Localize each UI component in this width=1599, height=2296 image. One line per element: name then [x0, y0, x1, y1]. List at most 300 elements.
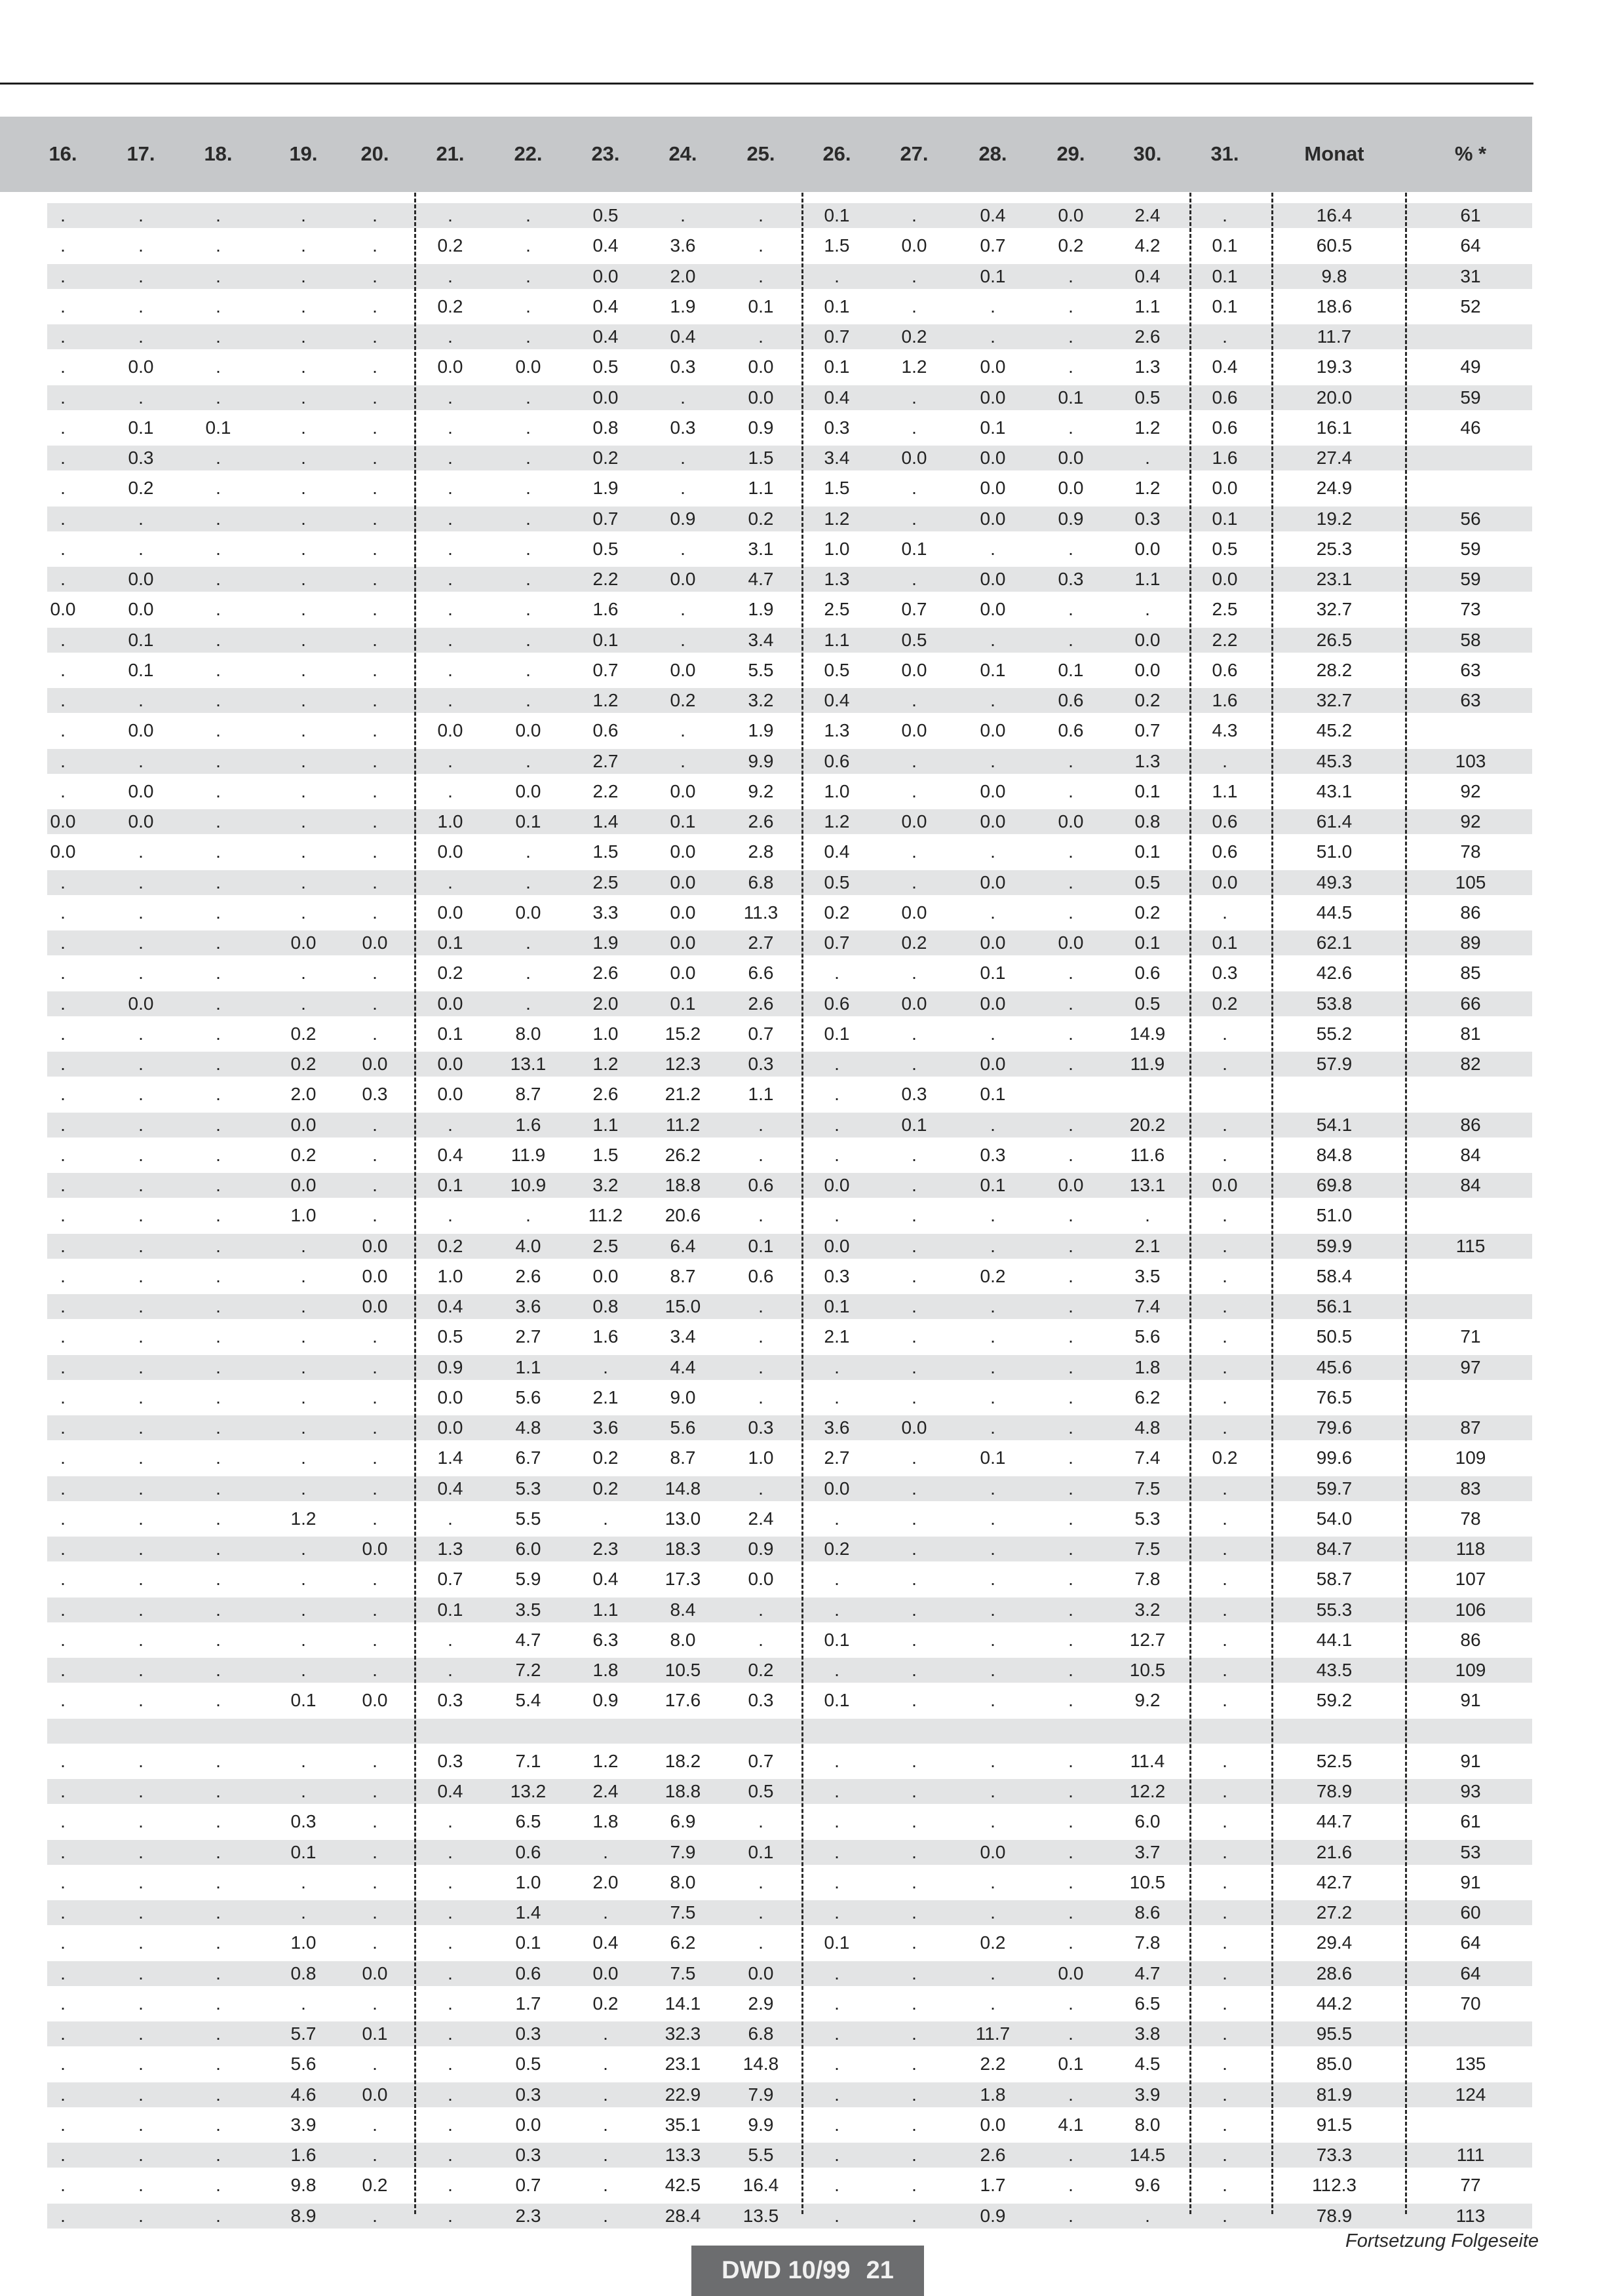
table-cell: 8.7: [515, 1084, 541, 1105]
table-cell: 8.0: [1134, 2114, 1161, 2135]
table-cell: .: [216, 1539, 221, 1559]
table-cell: 0.3: [437, 1750, 463, 1771]
table-cell: 0.4: [670, 326, 696, 347]
table-cell: 5.6: [1134, 1326, 1161, 1347]
table-cell: 18.8: [665, 1175, 701, 1195]
table-cell: .: [216, 1902, 221, 1923]
table-cell: 115: [1455, 1235, 1486, 1256]
table-cell: .: [372, 1508, 377, 1529]
table-cell: .: [372, 1932, 377, 1953]
table-cell: 0.5: [1212, 538, 1238, 559]
table-cell: 52: [1460, 296, 1481, 316]
table-cell: 45.6: [1316, 1356, 1353, 1377]
table-cell: .: [912, 387, 917, 408]
table-cell: 64: [1460, 1932, 1481, 1953]
table-cell: 28.2: [1316, 659, 1353, 680]
table-cell: .: [448, 629, 453, 650]
table-cell: .: [372, 1175, 377, 1195]
table-cell: .: [834, 2054, 839, 2075]
table-cell: 0.6: [1212, 811, 1238, 832]
row-stripe: [47, 1476, 1532, 1501]
table-cell: .: [301, 1539, 306, 1559]
table-cell: .: [60, 1569, 66, 1590]
table-cell: 5.6: [290, 2054, 317, 2075]
column-separator: [1189, 193, 1191, 2214]
table-cell: .: [912, 1356, 917, 1377]
table-cell: .: [372, 1447, 377, 1468]
table-cell: 0.1: [290, 1690, 317, 1711]
table-cell: .: [834, 1660, 839, 1680]
table-cell: 1.0: [748, 1447, 774, 1468]
table-cell: .: [1068, 1993, 1073, 2014]
table-cell: 0.1: [670, 993, 696, 1014]
table-cell: .: [448, 2054, 453, 2075]
table-cell: 0.3: [670, 417, 696, 438]
table-cell: .: [216, 629, 221, 650]
table-cell: 0.2: [592, 1447, 619, 1468]
table-cell: 1.6: [290, 2145, 317, 2165]
table-cell: .: [60, 2205, 66, 2226]
table-cell: 0.9: [748, 1539, 774, 1559]
table-cell: .: [138, 2145, 144, 2165]
table-cell: .: [301, 871, 306, 892]
table-cell: .: [1068, 963, 1073, 984]
table-cell: 113: [1455, 2205, 1486, 2226]
table-cell: .: [60, 993, 66, 1014]
table-cell: 0.1: [980, 265, 1006, 286]
table-cell: 0.0: [1058, 1175, 1084, 1195]
table-cell: .: [912, 2054, 917, 2075]
table-cell: .: [216, 1569, 221, 1590]
table-cell: .: [216, 659, 221, 680]
table-cell: 0.3: [748, 1690, 774, 1711]
table-cell: .: [60, 1962, 66, 1983]
table-cell: 1.4: [437, 1447, 463, 1468]
table-cell: .: [526, 993, 531, 1014]
table-cell: .: [912, 478, 917, 499]
row-stripe: [47, 749, 1532, 774]
table-cell: .: [138, 1144, 144, 1165]
table-cell: .: [448, 1902, 453, 1923]
table-cell: 3.7: [1134, 1841, 1161, 1862]
table-cell: .: [216, 296, 221, 316]
table-cell: 0.0: [748, 1962, 774, 1983]
table-cell: 2.5: [824, 599, 850, 620]
table-cell: 0.4: [437, 1781, 463, 1801]
table-cell: .: [372, 1569, 377, 1590]
header-cell: 29.: [1056, 142, 1085, 165]
table-cell: .: [990, 1296, 995, 1316]
table-cell: .: [138, 1781, 144, 1801]
table-cell: .: [680, 599, 685, 620]
table-cell: .: [990, 1750, 995, 1771]
table-cell: .: [990, 1478, 995, 1499]
table-cell: 3.4: [670, 1326, 696, 1347]
table-cell: 1.2: [290, 1508, 317, 1529]
table-cell: .: [526, 841, 531, 862]
table-cell: .: [448, 387, 453, 408]
table-cell: .: [60, 508, 66, 529]
table-cell: .: [526, 265, 531, 286]
table-cell: 0.2: [437, 296, 463, 316]
table-cell: .: [448, 326, 453, 347]
table-cell: .: [138, 1660, 144, 1680]
table-cell: .: [912, 1902, 917, 1923]
table-cell: .: [216, 356, 221, 377]
table-cell: .: [990, 1235, 995, 1256]
table-cell: .: [912, 1811, 917, 1832]
table-cell: .: [60, 1356, 66, 1377]
table-cell: 0.4: [1212, 356, 1238, 377]
table-cell: 78: [1460, 1508, 1481, 1529]
table-cell: 0.0: [1134, 659, 1161, 680]
table-cell: .: [834, 2084, 839, 2105]
table-cell: 61: [1460, 205, 1481, 225]
table-cell: 60.5: [1316, 235, 1353, 256]
table-cell: .: [448, 205, 453, 225]
table-cell: .: [990, 690, 995, 710]
table-cell: .: [1222, 1356, 1227, 1377]
table-cell: 0.0: [980, 993, 1006, 1014]
table-cell: 0.4: [824, 841, 850, 862]
table-cell: 9.2: [1134, 1690, 1161, 1711]
table-cell: .: [60, 2145, 66, 2165]
table-cell: 1.9: [670, 296, 696, 316]
table-cell: 0.0: [362, 1054, 388, 1074]
table-cell: 3.6: [515, 1296, 541, 1316]
table-cell: .: [301, 417, 306, 438]
table-cell: .: [1068, 902, 1073, 923]
table-cell: .: [990, 1781, 995, 1801]
table-cell: .: [216, 478, 221, 499]
table-cell: .: [448, 659, 453, 680]
table-cell: .: [60, 1144, 66, 1165]
table-cell: 4.1: [1058, 2114, 1084, 2135]
table-cell: .: [216, 1265, 221, 1286]
table-cell: 91: [1460, 1690, 1481, 1711]
table-cell: .: [216, 1326, 221, 1347]
table-cell: .: [1068, 296, 1073, 316]
table-cell: 7.2: [515, 1660, 541, 1680]
table-cell: .: [60, 1871, 66, 1892]
table-cell: .: [138, 2084, 144, 2105]
table-cell: 0.1: [1058, 659, 1084, 680]
table-cell: 0.7: [824, 326, 850, 347]
table-cell: 85.0: [1316, 2054, 1353, 2075]
table-cell: 0.2: [901, 326, 927, 347]
table-cell: .: [603, 1508, 608, 1529]
table-cell: 11.2: [665, 1114, 701, 1135]
table-cell: 0.3: [901, 1084, 927, 1105]
table-cell: 1.1: [1212, 780, 1238, 801]
table-cell: .: [138, 1539, 144, 1559]
table-cell: .: [216, 2054, 221, 2075]
table-cell: 95.5: [1316, 2023, 1353, 2044]
table-cell: 27.4: [1316, 448, 1353, 468]
table-cell: .: [448, 1841, 453, 1862]
table-cell: .: [758, 326, 763, 347]
table-cell: .: [912, 1265, 917, 1286]
table-cell: 1.2: [1134, 417, 1161, 438]
table-cell: .: [758, 1811, 763, 1832]
table-cell: .: [216, 1205, 221, 1226]
table-cell: .: [448, 871, 453, 892]
table-cell: 20.0: [1316, 387, 1353, 408]
table-cell: 0.0: [980, 599, 1006, 620]
table-cell: .: [301, 478, 306, 499]
row-stripe: [47, 1779, 1532, 1804]
table-cell: .: [1068, 1811, 1073, 1832]
table-cell: .: [1145, 2205, 1150, 2226]
table-cell: 26.2: [665, 1144, 701, 1165]
table-cell: 0.1: [1134, 932, 1161, 953]
table-cell: .: [216, 1871, 221, 1892]
table-cell: 0.3: [437, 1690, 463, 1711]
table-cell: .: [1068, 2145, 1073, 2165]
table-cell: 3.5: [515, 1599, 541, 1620]
table-cell: 0.0: [1212, 478, 1238, 499]
table-cell: .: [138, 871, 144, 892]
table-cell: .: [1068, 326, 1073, 347]
table-cell: 0.3: [748, 1417, 774, 1438]
table-cell: 3.4: [748, 629, 774, 650]
table-cell: 0.0: [437, 1084, 463, 1105]
table-cell: 53: [1460, 1841, 1481, 1862]
table-cell: .: [301, 780, 306, 801]
table-cell: 0.6: [748, 1265, 774, 1286]
table-cell: 46: [1460, 417, 1481, 438]
table-cell: 0.0: [128, 780, 154, 801]
table-cell: 9.8: [290, 2175, 317, 2196]
table-cell: 21.6: [1316, 1841, 1353, 1862]
table-cell: .: [60, 932, 66, 953]
table-cell: 0.0: [437, 1387, 463, 1407]
table-cell: 0.5: [1134, 993, 1161, 1014]
table-cell: .: [912, 417, 917, 438]
table-cell: .: [912, 265, 917, 286]
table-cell: .: [216, 599, 221, 620]
table-cell: .: [138, 1478, 144, 1499]
table-cell: .: [60, 1508, 66, 1529]
table-cell: .: [60, 296, 66, 316]
table-cell: 91: [1460, 1871, 1481, 1892]
table-cell: 0.2: [824, 902, 850, 923]
row-stripe: [47, 1537, 1532, 1561]
table-cell: .: [912, 1023, 917, 1044]
table-cell: .: [834, 1902, 839, 1923]
table-cell: 1.2: [592, 690, 619, 710]
table-cell: 0.4: [592, 296, 619, 316]
table-cell: 0.0: [50, 811, 76, 832]
table-cell: .: [912, 1599, 917, 1620]
row-stripe: [47, 567, 1532, 592]
table-cell: 0.2: [748, 1660, 774, 1680]
table-cell: 51.0: [1316, 1205, 1353, 1226]
table-cell: 2.6: [1134, 326, 1161, 347]
table-cell: 20.6: [665, 1205, 701, 1226]
table-cell: 23.1: [665, 2054, 701, 2075]
table-cell: .: [216, 538, 221, 559]
table-cell: 0.1: [1212, 296, 1238, 316]
table-cell: .: [990, 1326, 995, 1347]
table-cell: 1.1: [1134, 296, 1161, 316]
table-cell: .: [758, 1296, 763, 1316]
table-cell: 64: [1460, 235, 1481, 256]
issue-label: DWD 10/99: [722, 2257, 851, 2284]
table-cell: 9.0: [670, 1387, 696, 1407]
table-cell: 82: [1460, 1054, 1481, 1074]
table-cell: 0.3: [670, 356, 696, 377]
table-cell: 2.4: [1134, 205, 1161, 225]
header-cell: % *: [1454, 142, 1487, 165]
table-cell: 2.3: [515, 2205, 541, 2226]
table-cell: 0.3: [515, 2145, 541, 2165]
table-cell: .: [912, 2023, 917, 2044]
table-cell: 0.2: [437, 235, 463, 256]
table-cell: 107: [1455, 1569, 1486, 1590]
table-cell: 43.5: [1316, 1660, 1353, 1680]
table-cell: .: [372, 2145, 377, 2165]
table-cell: 0.0: [437, 902, 463, 923]
table-cell: .: [448, 265, 453, 286]
table-cell: .: [990, 1902, 995, 1923]
table-cell: 0.1: [824, 1296, 850, 1316]
table-cell: .: [60, 1447, 66, 1468]
table-cell: .: [301, 1599, 306, 1620]
table-cell: .: [301, 599, 306, 620]
table-cell: .: [603, 1841, 608, 1862]
table-cell: 60: [1460, 1902, 1481, 1923]
table-cell: 0.0: [592, 387, 619, 408]
table-cell: .: [372, 1811, 377, 1832]
table-cell: 3.9: [290, 2114, 317, 2135]
table-cell: 0.0: [362, 1296, 388, 1316]
row-stripe: [47, 1355, 1532, 1380]
table-cell: .: [138, 296, 144, 316]
table-cell: .: [448, 1114, 453, 1135]
table-cell: 0.0: [824, 1175, 850, 1195]
table-cell: .: [1068, 1265, 1073, 1286]
table-cell: .: [526, 538, 531, 559]
table-cell: .: [1068, 1781, 1073, 1801]
table-cell: 0.0: [362, 1539, 388, 1559]
table-cell: .: [372, 296, 377, 316]
table-cell: 0.2: [1058, 235, 1084, 256]
table-cell: 0.0: [670, 902, 696, 923]
table-cell: 0.0: [362, 932, 388, 953]
table-cell: .: [216, 2023, 221, 2044]
table-cell: .: [60, 1902, 66, 1923]
table-cell: 0.0: [1212, 871, 1238, 892]
table-cell: .: [1068, 1417, 1073, 1438]
table-cell: .: [448, 750, 453, 771]
table-cell: .: [216, 1356, 221, 1377]
table-cell: 0.0: [128, 993, 154, 1014]
table-cell: .: [758, 1629, 763, 1650]
table-cell: 55.2: [1316, 1023, 1353, 1044]
table-cell: .: [60, 1811, 66, 1832]
table-cell: 2.7: [748, 932, 774, 953]
table-cell: 0.6: [824, 993, 850, 1014]
table-cell: 0.5: [824, 871, 850, 892]
table-cell: 2.0: [670, 265, 696, 286]
table-cell: 1.2: [592, 1750, 619, 1771]
table-cell: 50.5: [1316, 1326, 1353, 1347]
table-cell: .: [758, 1599, 763, 1620]
table-cell: .: [680, 538, 685, 559]
table-cell: 45.2: [1316, 720, 1353, 741]
table-cell: 24.9: [1316, 478, 1353, 499]
table-cell: 2.7: [515, 1326, 541, 1347]
table-cell: .: [216, 902, 221, 923]
row-stripe: [47, 1961, 1532, 1986]
table-cell: 0.0: [592, 265, 619, 286]
row-stripe: [47, 264, 1532, 289]
table-cell: .: [990, 1205, 995, 1226]
table-cell: 5.5: [748, 2145, 774, 2165]
table-cell: 18.6: [1316, 296, 1353, 316]
table-cell: 0.1: [437, 1175, 463, 1195]
table-cell: .: [448, 1660, 453, 1680]
table-cell: .: [60, 538, 66, 559]
table-cell: 0.1: [362, 2023, 388, 2044]
column-separator: [414, 193, 416, 2214]
table-cell: 1.6: [1212, 448, 1238, 468]
table-cell: .: [1222, 1417, 1227, 1438]
table-cell: .: [138, 1175, 144, 1195]
table-cell: .: [372, 811, 377, 832]
header-cell: 20.: [360, 142, 389, 165]
table-cell: 0.0: [901, 902, 927, 923]
table-cell: 0.1: [437, 932, 463, 953]
table-cell: 55.3: [1316, 1599, 1353, 1620]
table-cell: .: [301, 629, 306, 650]
table-cell: .: [60, 1235, 66, 1256]
table-cell: .: [216, 720, 221, 741]
table-cell: 0.0: [1058, 932, 1084, 953]
table-cell: .: [301, 902, 306, 923]
table-cell: .: [912, 1993, 917, 2014]
table-cell: 0.0: [1058, 478, 1084, 499]
table-cell: 0.0: [670, 659, 696, 680]
page-number: 21: [866, 2257, 894, 2284]
table-cell: .: [216, 811, 221, 832]
table-cell: 8.0: [670, 1629, 696, 1650]
table-cell: 84: [1460, 1175, 1481, 1195]
table-cell: 18.8: [665, 1781, 701, 1801]
table-cell: .: [301, 1750, 306, 1771]
table-cell: 1.8: [980, 2084, 1006, 2105]
table-cell: .: [372, 2205, 377, 2226]
table-cell: 0.0: [670, 871, 696, 892]
table-cell: 0.6: [824, 750, 850, 771]
table-cell: .: [138, 1387, 144, 1407]
table-cell: 0.0: [437, 356, 463, 377]
table-cell: 0.9: [437, 1356, 463, 1377]
table-cell: 1.6: [592, 599, 619, 620]
table-cell: 71: [1460, 1326, 1481, 1347]
table-cell: .: [138, 235, 144, 256]
table-cell: .: [1222, 1387, 1227, 1407]
table-cell: .: [60, 750, 66, 771]
table-cell: .: [138, 1205, 144, 1226]
table-cell: 54.0: [1316, 1508, 1353, 1529]
table-cell: 11.4: [1130, 1750, 1165, 1771]
table-cell: .: [1068, 2084, 1073, 2105]
row-stripe: [47, 1113, 1532, 1138]
table-cell: 1.0: [290, 1205, 317, 1226]
table-cell: .: [526, 387, 531, 408]
